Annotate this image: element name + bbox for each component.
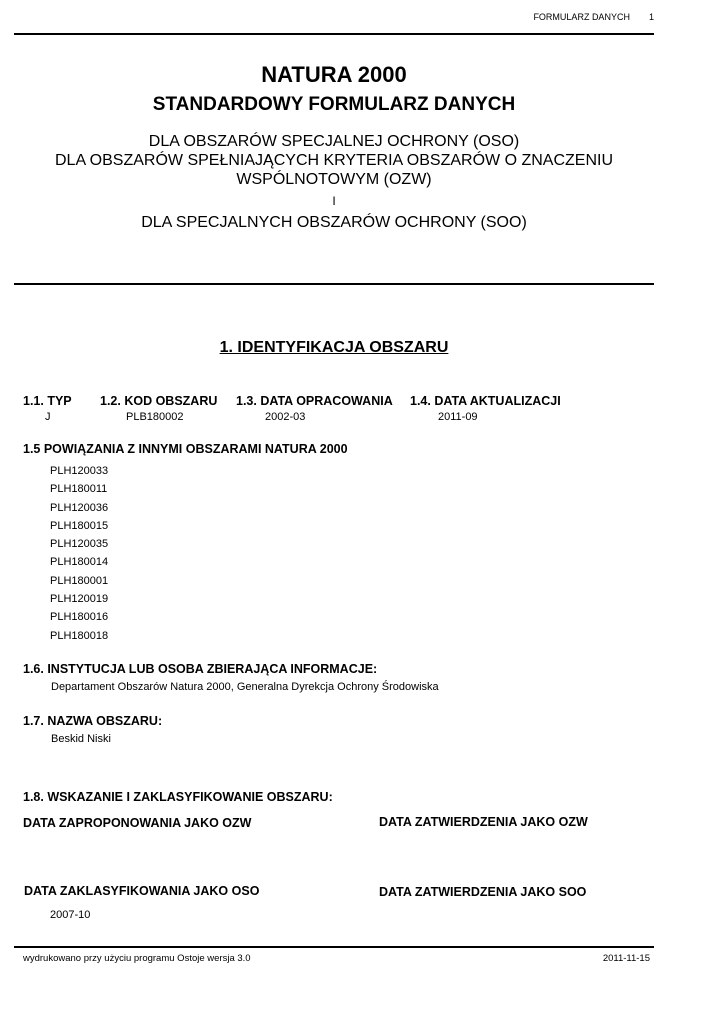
subtitle-line-3: WSPÓLNOTOWYM (OZW) (236, 171, 432, 188)
footer-divider (14, 946, 654, 948)
list-item: PLH180015 (50, 519, 109, 532)
list-item: PLH180014 (50, 556, 109, 569)
subtitle-line-1: DLA OBSZARÓW SPECJALNEJ OCHRONY (OSO) (148, 133, 520, 150)
footer-note: wydrukowano przy użyciu programu Ostoje wersja 3.0 (23, 953, 251, 964)
instytucja-label: 1.6. INSTYTUCJA LUB OSOBA ZBIERAJĄCA INFORMACJE: (23, 662, 378, 676)
list-item: PLH180016 (50, 611, 109, 624)
data-zatwierdzenia-soo-label: DATA ZATWIERDZENIA JAKO SOO (379, 885, 587, 899)
header-label: FORMULARZ DANYCH (533, 12, 630, 22)
footer-date: 2011-11-15 (602, 953, 650, 964)
kod-label: 1.2. KOD OBSZARU (100, 394, 218, 408)
data-aktualizacji-value: 2011-09 (438, 411, 478, 423)
data-opracowania-value: 2002-03 (265, 411, 306, 423)
instytucja-value: Departament Obszarów Natura 2000, Generalna Dyrekcja Ochrony Środowiska (51, 681, 439, 693)
kod-value: PLB180002 (126, 411, 184, 423)
list-item: PLH120033 (50, 465, 109, 477)
wskazanie-label: 1.8. WSKAZANIE I ZAKLASYFIKOWANIE OBSZARU: (23, 790, 333, 804)
powiazania-label: 1.5 POWIĄZANIA Z INNYMI OBSZARAMI NATURA 2000 (23, 442, 348, 456)
page-header (533, 12, 654, 22)
subtitle-line-4: I (332, 194, 336, 208)
data-zaproponowania-label: DATA ZAPROPONOWANIA JAKO OZW (23, 816, 252, 830)
list-item: PLH120019 (50, 593, 109, 606)
list-item: PLH120035 (50, 538, 109, 551)
typ-value: J (45, 411, 51, 423)
data-zaklasyfikowania-label: DATA ZAKLASYFIKOWANIA JAKO OSO (24, 884, 260, 898)
data-zatwierdzenia-ozw-label: DATA ZATWIERDZENIA JAKO OZW (379, 815, 588, 829)
list-item: PLH180018 (50, 629, 109, 642)
list-item: PLH120036 (50, 501, 109, 514)
nazwa-value: Beskid Niski (51, 733, 111, 745)
nazwa-label: 1.7. NAZWA OBSZARU: (23, 714, 163, 728)
page-title: NATURA 2000 (261, 62, 407, 87)
data-zaklasyfikowania-value: 2007-10 (50, 909, 91, 921)
title-divider (14, 283, 654, 285)
data-aktualizacji-label: 1.4. DATA AKTUALIZACJI (410, 394, 561, 408)
page-subtitle: STANDARDOWY FORMULARZ DANYCH (152, 94, 516, 115)
related-sites-list (50, 462, 108, 645)
list-item: PLH180001 (50, 574, 109, 587)
subtitle-line-5: DLA SPECJALNYCH OBSZARÓW OCHRONY (SOO) (141, 214, 527, 231)
top-divider (14, 33, 654, 35)
subtitle-line-2: DLA OBSZARÓW SPEŁNIAJĄCYCH KRYTERIA OBSZARÓW O ZNACZENIU (54, 152, 614, 169)
typ-label: 1.1. TYP (23, 394, 72, 408)
section-1-title: 1. IDENTYFIKACJA OBSZARU (219, 339, 449, 356)
data-opracowania-label: 1.3. DATA OPRACOWANIA (236, 394, 393, 408)
list-item: PLH180011 (50, 483, 108, 496)
page-number: 1 (648, 12, 654, 22)
